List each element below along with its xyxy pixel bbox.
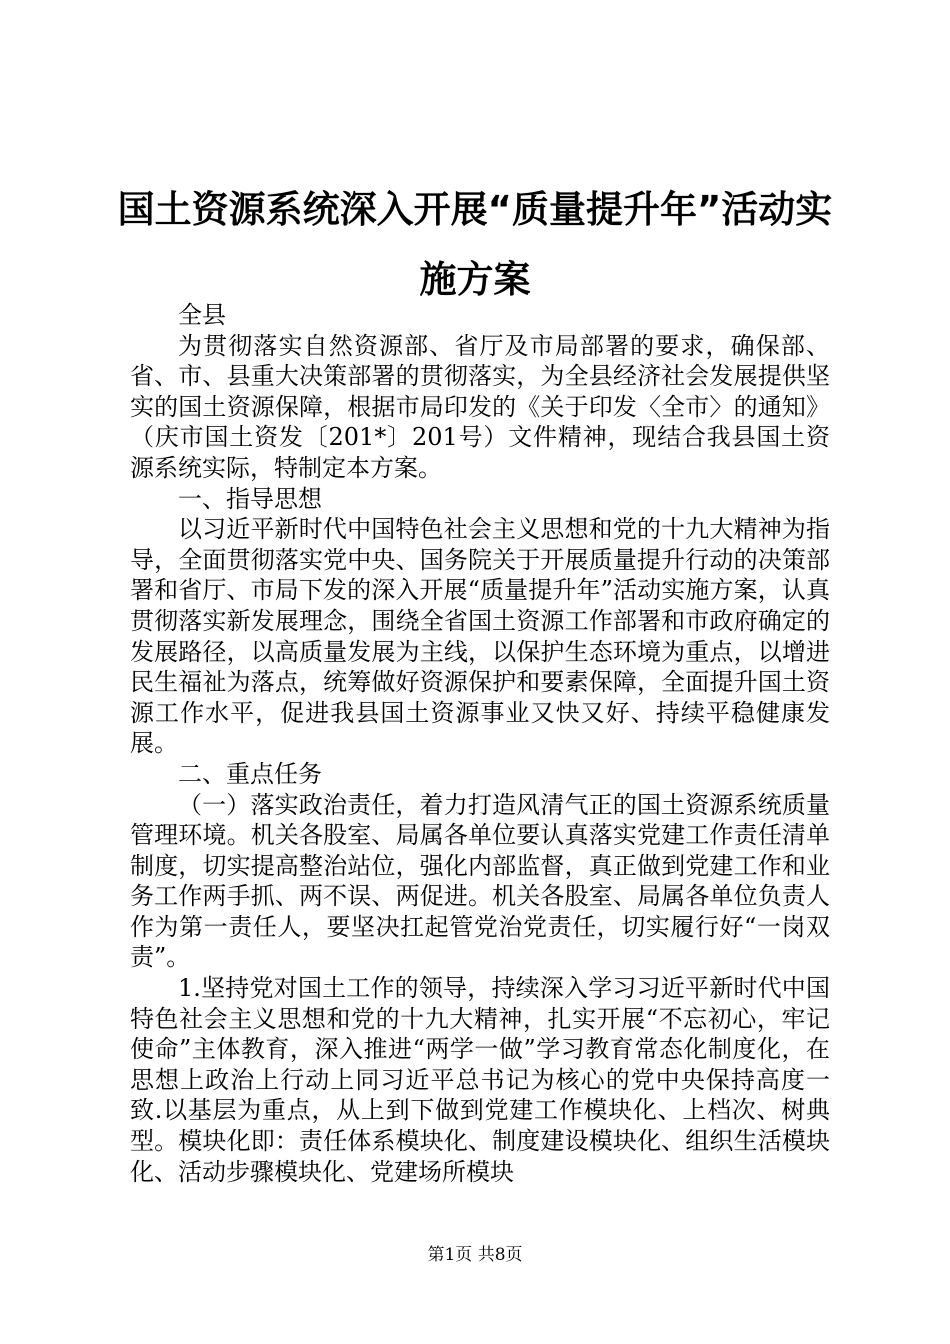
document-title: 国土资源系统深入开展“质量提升年”活动实施方案 [117,188,833,301]
salutation: 全县 [178,301,226,329]
task-1-paragraph: （一）落实政治责任，着力打造风清气正的国土资源系统质量管理环境。机关各股室、局属各单位要认真落实党建工作责任清单制度，切实提高整治站位，强化内部监督，真正做到党建工作和业务工作两手抓、两不误、两促进。机关各股室、局属各单位负责人作为第一责任人，要坚决扛起管党治党责任，切实履行好“一岗双责”。 [130,790,830,972]
section-heading-key-tasks: 二、重点任务 [178,759,322,788]
task-1-item-1-paragraph: 1.坚持党对国土工作的领导，持续深入学习习近平新时代中国特色社会主义思想和党的十九大精神，扎实开展“不忘初心，牢记使命”主体教育，深入推进“两学一做”学习教育常态化制度化，在思想上政治上行动上同习近平总书记为核心的党中央保持高度一致.以基层为重点，从上到下做到党建工作模块化、上档次、树典型。模块化即：责任体系模块化、制度建设模块化、组织生活模块化、活动步骤模块化、党建场所模块 [130,974,830,1186]
document-body [130,300,830,1187]
intro-paragraph: 为贯彻落实自然资源部、省厅及市局部署的要求，确保部、省、市、县重大决策部署的贯彻落实，为全县经济社会发展提供坚实的国土资源保障，根据市局印发的《关于印发〈全市〉的通知》（庆市国土资发〔201*〕201号）文件精神，现结合我县国土资源系统实际，特制定本方案。 [130,331,830,482]
section-heading-guiding-ideology: 一、指导思想 [178,484,322,513]
page-footer: 第1页 共8页 [427,1245,523,1265]
guiding-ideology-paragraph: 以习近平新时代中国特色社会主义思想和党的十九大精神为指导，全面贯彻落实党中央、国务院关于开展质量提升行动的决策部署和省厅、市局下发的深入开展“质量提升年”活动实施方案，认真贯彻落实新发展理念，围绕全省国土资源工作部署和市政府确定的发展路径，以高质量发展为主线，以保护生态环境为重点，以增进民生福祉为落点，统筹做好资源保护和要素保障，全面提升国土资源工作水平，促进我县国土资源事业又快又好、持续平稳健康发展。 [130,515,830,758]
